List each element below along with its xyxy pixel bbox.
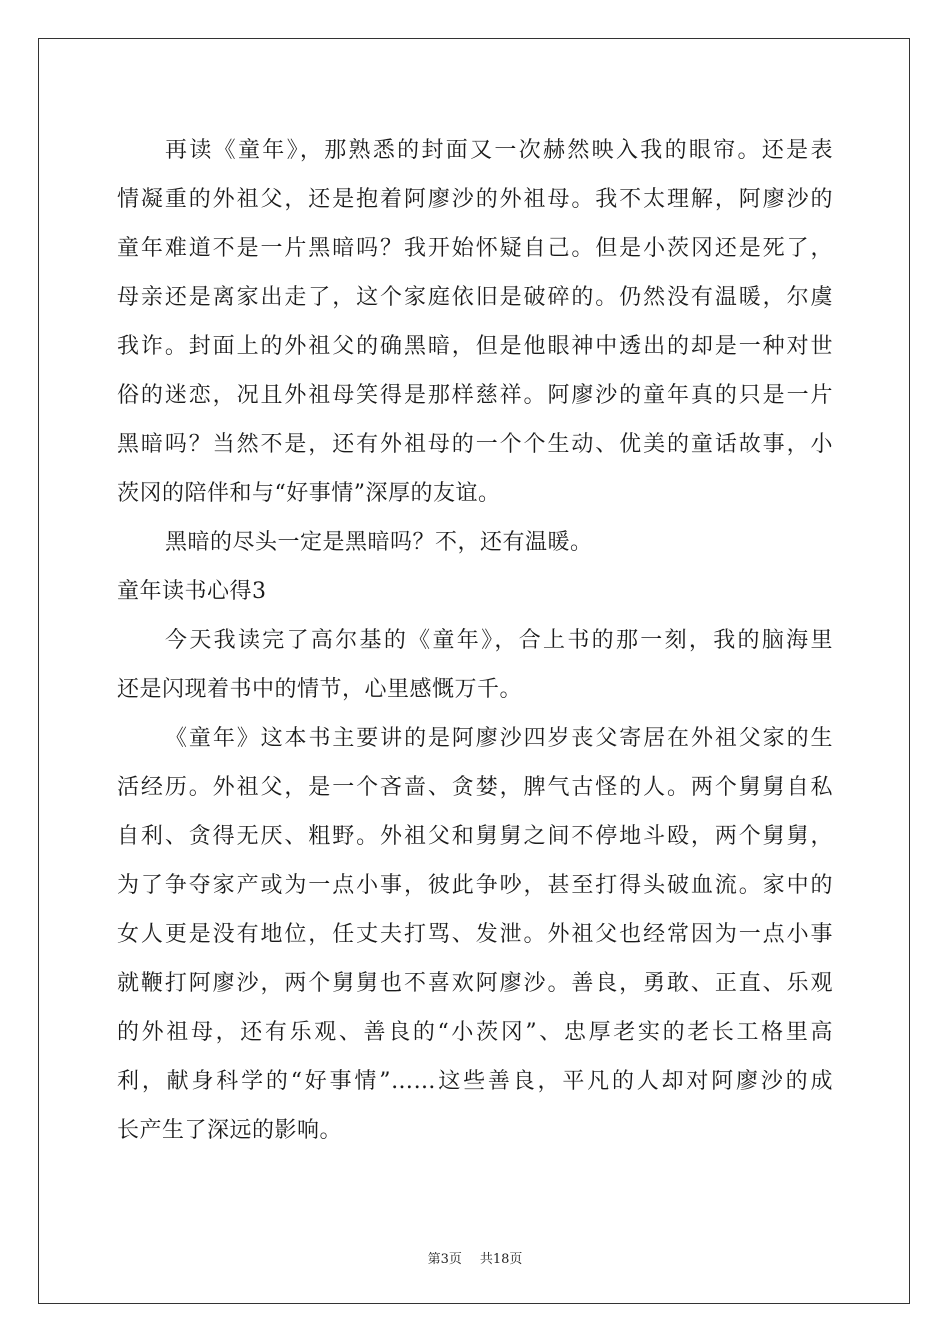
paragraph <box>117 126 833 518</box>
text-line: 还是闪现着书中的情节，心里感慨万千。 <box>117 677 523 702</box>
text-line: 的外祖母，还有乐观、善良的“小茨冈”、忠厚老实的老长工格里高 <box>117 1020 833 1045</box>
text-line: 今天我读完了高尔基的《童年》，合上书的那一刻，我的脑海里 <box>165 628 833 653</box>
text-line: 活经历。外祖父，是一个吝啬、贪婪，脾气古怪的人。两个舅舅自私 <box>117 775 833 800</box>
text-line: 童年难道不是一片黑暗吗？我开始怀疑自己。但是小茨冈还是死了， <box>117 236 833 261</box>
text-line: 茨冈的陪伴和与“好事情”深厚的友谊。 <box>117 481 501 506</box>
text-line: 童年读书心得3 <box>117 579 267 604</box>
text-line: 自利、贪得无厌、粗野。外祖父和舅舅之间不停地斗殴，两个舅舅， <box>117 824 833 849</box>
text-line: 母亲还是离家出走了，这个家庭依旧是破碎的。仍然没有温暖，尔虞 <box>117 285 833 310</box>
text-line: 再读《童年》，那熟悉的封面又一次赫然映入我的眼帘。还是表 <box>165 138 833 163</box>
text-line: 俗的迷恋，况且外祖母笑得是那样慈祥。阿廖沙的童年真的只是一片 <box>117 383 833 408</box>
text-line: 就鞭打阿廖沙，两个舅舅也不喜欢阿廖沙。善良，勇敢、正直、乐观 <box>117 971 833 996</box>
text-line: 黑暗吗？当然不是，还有外祖母的一个个生动、优美的童话故事，小 <box>117 432 833 457</box>
paragraph <box>117 518 833 567</box>
text-line: 利，献身科学的“好事情”……这些善良，平凡的人却对阿廖沙的成 <box>117 1069 833 1094</box>
text-line: 黑暗的尽头一定是黑暗吗？不，还有温暖。 <box>165 530 593 555</box>
page-footer <box>0 1248 950 1267</box>
text-line: 《童年》这本书主要讲的是阿廖沙四岁丧父寄居在外祖父家的生 <box>165 726 833 751</box>
section-heading <box>117 567 833 616</box>
paragraph <box>117 616 833 714</box>
document-body <box>117 126 833 1155</box>
text-line: 女人更是没有地位，任丈夫打骂、发泄。外祖父也经常因为一点小事 <box>117 922 833 947</box>
text-line: 情凝重的外祖父，还是抱着阿廖沙的外祖母。我不太理解，阿廖沙的 <box>117 187 833 212</box>
text-line: 我诈。封面上的外祖父的确黑暗，但是他眼神中透出的却是一种对世 <box>117 334 833 359</box>
text-line: 为了争夺家产或为一点小事，彼此争吵，甚至打得头破血流。家中的 <box>117 873 833 898</box>
paragraph <box>117 714 833 1155</box>
text-line: 长产生了深远的影响。 <box>117 1118 343 1143</box>
page-total: 共18页 <box>479 1252 523 1267</box>
page-number: 第3页 <box>427 1252 462 1267</box>
